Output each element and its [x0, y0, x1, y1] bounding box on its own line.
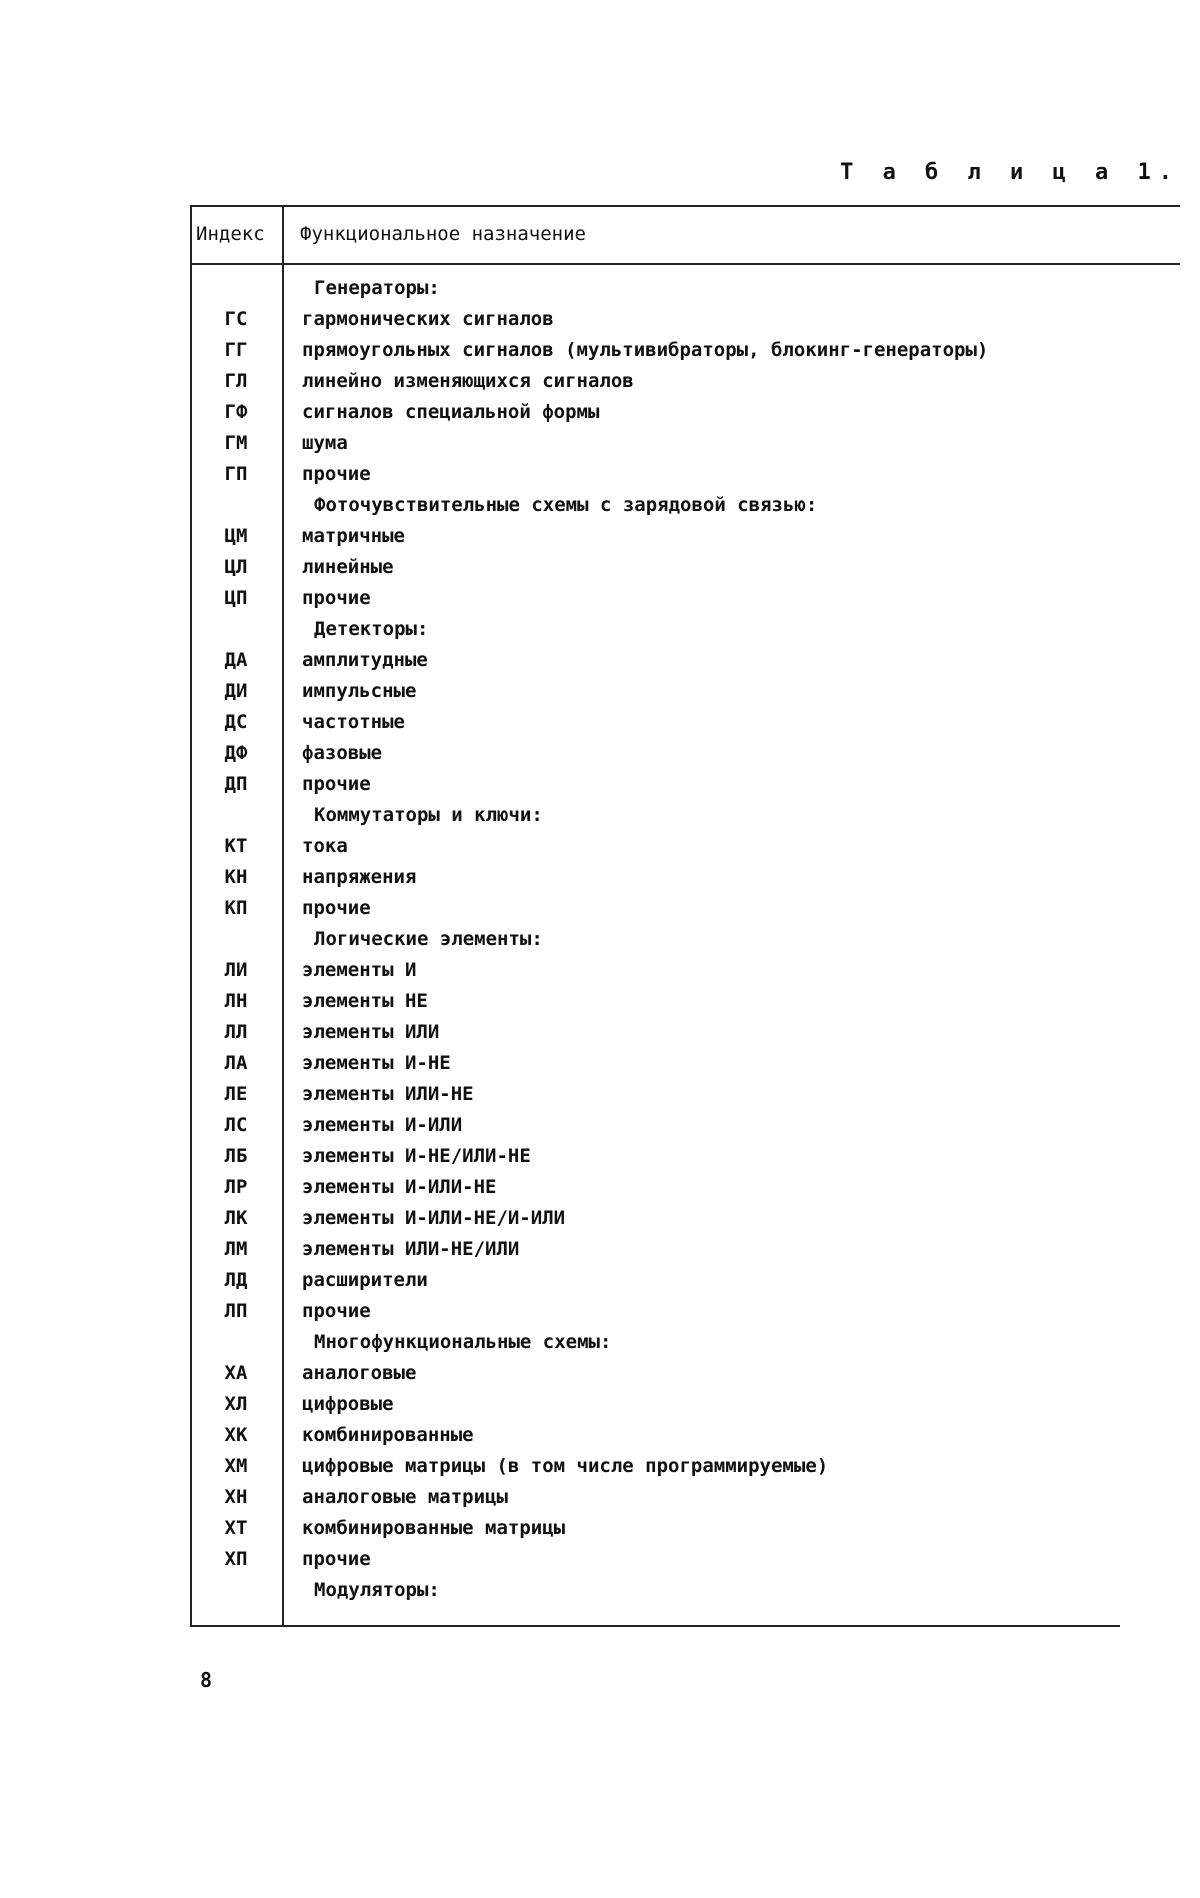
table-row — [190, 1544, 1180, 1575]
table-row — [190, 1389, 1180, 1420]
row-function-text: прочие — [302, 773, 371, 795]
row-function-text: элементы И-ИЛИ-НЕ — [302, 1176, 497, 1198]
row-index-code: ЦЛ — [224, 556, 248, 578]
row-index-code: ГФ — [224, 401, 248, 423]
function-index-table — [190, 205, 1180, 1627]
table-row — [190, 552, 1180, 583]
row-function-text: импульсные — [302, 680, 417, 702]
row-index-code: ХЛ — [224, 1393, 248, 1415]
row-function-text: фазовые — [302, 742, 383, 764]
row-function-text: элементы И-НЕ/ИЛИ-НЕ — [302, 1145, 531, 1167]
row-index-code: ЛЕ — [224, 1083, 248, 1105]
table-section-row — [190, 1575, 1180, 1606]
table-row — [190, 1513, 1180, 1544]
table-section-row — [190, 614, 1180, 645]
row-function-text: прочие — [302, 1548, 371, 1570]
table-row — [190, 459, 1180, 490]
row-index-code: ДФ — [224, 742, 248, 764]
row-index-code: ЦП — [224, 587, 248, 609]
row-index-code: ХП — [224, 1548, 248, 1570]
row-index-code: ЛС — [224, 1114, 248, 1136]
row-index-code: ЛМ — [224, 1238, 248, 1260]
section-heading: Многофункциональные схемы: — [314, 1331, 612, 1353]
table-row — [190, 1079, 1180, 1110]
row-index-code: ХК — [224, 1424, 248, 1446]
row-index-code: ЛД — [224, 1269, 248, 1291]
row-function-text: прочие — [302, 463, 371, 485]
page-number: 8 — [200, 1668, 213, 1692]
row-function-text: аналоговые — [302, 1362, 417, 1384]
table-row — [190, 676, 1180, 707]
table-row — [190, 738, 1180, 769]
table-row — [190, 1172, 1180, 1203]
table-row — [190, 1482, 1180, 1513]
row-function-text: гармонических сигналов — [302, 308, 554, 330]
row-index-code: КН — [224, 866, 248, 888]
row-index-code: ХА — [224, 1362, 248, 1384]
column-header-index: Индекс — [196, 223, 265, 245]
table-row — [190, 862, 1180, 893]
table-row — [190, 893, 1180, 924]
section-heading: Генераторы: — [314, 277, 440, 299]
row-index-code: ЛН — [224, 990, 248, 1012]
row-index-code: ГМ — [224, 432, 248, 454]
row-function-text: цифровые — [302, 1393, 394, 1415]
table-section-row — [190, 800, 1180, 831]
table-row — [190, 583, 1180, 614]
table-row — [190, 304, 1180, 335]
row-index-code: ГС — [224, 308, 248, 330]
row-function-text: цифровые матрицы (в том числе программируемые) — [302, 1455, 829, 1477]
table-header-divider — [190, 263, 1180, 265]
table-caption: Т а б л и ц а 1. — [840, 160, 1180, 185]
table-row — [190, 1110, 1180, 1141]
row-index-code: КП — [224, 897, 248, 919]
column-header-function: Функциональное назначение — [300, 223, 586, 245]
row-function-text: прочие — [302, 897, 371, 919]
row-function-text: сигналов специальной формы — [302, 401, 600, 423]
row-function-text: элементы И-ИЛИ-НЕ/И-ИЛИ — [302, 1207, 566, 1229]
table-row — [190, 1234, 1180, 1265]
row-function-text: матричные — [302, 525, 405, 547]
row-function-text: прочие — [302, 1300, 371, 1322]
row-function-text: элементы И-НЕ — [302, 1052, 451, 1074]
section-heading: Фоточувствительные схемы с зарядовой связью: — [314, 494, 818, 516]
row-function-text: элементы ИЛИ — [302, 1021, 440, 1043]
section-heading: Детекторы: — [314, 618, 429, 640]
table-row — [190, 1265, 1180, 1296]
row-function-text: линейно изменяющихся сигналов — [302, 370, 634, 392]
row-index-code: ЛР — [224, 1176, 248, 1198]
row-function-text: линейные — [302, 556, 394, 578]
table-row — [190, 1141, 1180, 1172]
row-function-text: комбинированные матрицы — [302, 1517, 566, 1539]
row-function-text: элементы И — [302, 959, 417, 981]
table-row — [190, 707, 1180, 738]
row-index-code: ЛК — [224, 1207, 248, 1229]
table-body — [190, 273, 1180, 1606]
table-section-row — [190, 273, 1180, 304]
table-row — [190, 645, 1180, 676]
row-function-text: элементы НЕ — [302, 990, 428, 1012]
row-function-text: прямоугольных сигналов (мультивибраторы, блокинг-генераторы) — [302, 339, 989, 361]
section-heading: Коммутаторы и ключи: — [314, 804, 543, 826]
row-index-code: КТ — [224, 835, 248, 857]
row-index-code: ЛБ — [224, 1145, 248, 1167]
row-function-text: прочие — [302, 587, 371, 609]
row-index-code: ДИ — [224, 680, 248, 702]
section-heading: Логические элементы: — [314, 928, 543, 950]
table-row — [190, 1296, 1180, 1327]
row-function-text: амплитудные — [302, 649, 428, 671]
row-index-code: ХН — [224, 1486, 248, 1508]
table-row — [190, 769, 1180, 800]
row-index-code: ХМ — [224, 1455, 248, 1477]
row-function-text: комбинированные — [302, 1424, 474, 1446]
row-function-text: частотные — [302, 711, 405, 733]
row-function-text: аналоговые матрицы — [302, 1486, 508, 1508]
row-index-code: ХТ — [224, 1517, 248, 1539]
table-row — [190, 1451, 1180, 1482]
table-row — [190, 1048, 1180, 1079]
row-function-text: расширители — [302, 1269, 428, 1291]
row-index-code: ЛП — [224, 1300, 248, 1322]
table-row — [190, 521, 1180, 552]
table-row — [190, 831, 1180, 862]
section-heading: Модуляторы: — [314, 1579, 440, 1601]
table-row — [190, 335, 1180, 366]
row-index-code: ДС — [224, 711, 248, 733]
row-index-code: ЛА — [224, 1052, 248, 1074]
table-row — [190, 366, 1180, 397]
row-function-text: элементы ИЛИ-НЕ — [302, 1083, 474, 1105]
row-index-code: ДП — [224, 773, 248, 795]
table-row — [190, 397, 1180, 428]
table-row — [190, 1358, 1180, 1389]
row-function-text: напряжения — [302, 866, 417, 888]
row-function-text: тока — [302, 835, 348, 857]
table-section-row — [190, 1327, 1180, 1358]
row-index-code: ГЛ — [224, 370, 248, 392]
row-index-code: ЦМ — [224, 525, 248, 547]
table-row — [190, 1203, 1180, 1234]
table-row — [190, 1420, 1180, 1451]
table-row — [190, 428, 1180, 459]
row-function-text: элементы И-ИЛИ — [302, 1114, 463, 1136]
table-section-row — [190, 924, 1180, 955]
table-row — [190, 986, 1180, 1017]
row-index-code: ГГ — [224, 339, 248, 361]
row-index-code: ЛЛ — [224, 1021, 248, 1043]
row-function-text: шума — [302, 432, 348, 454]
table-section-row — [190, 490, 1180, 521]
table-row — [190, 1017, 1180, 1048]
table-row — [190, 955, 1180, 986]
row-index-code: ГП — [224, 463, 248, 485]
table-bottom-border — [190, 1625, 1120, 1627]
row-function-text: элементы ИЛИ-НЕ/ИЛИ — [302, 1238, 520, 1260]
row-index-code: ДА — [224, 649, 248, 671]
row-index-code: ЛИ — [224, 959, 248, 981]
